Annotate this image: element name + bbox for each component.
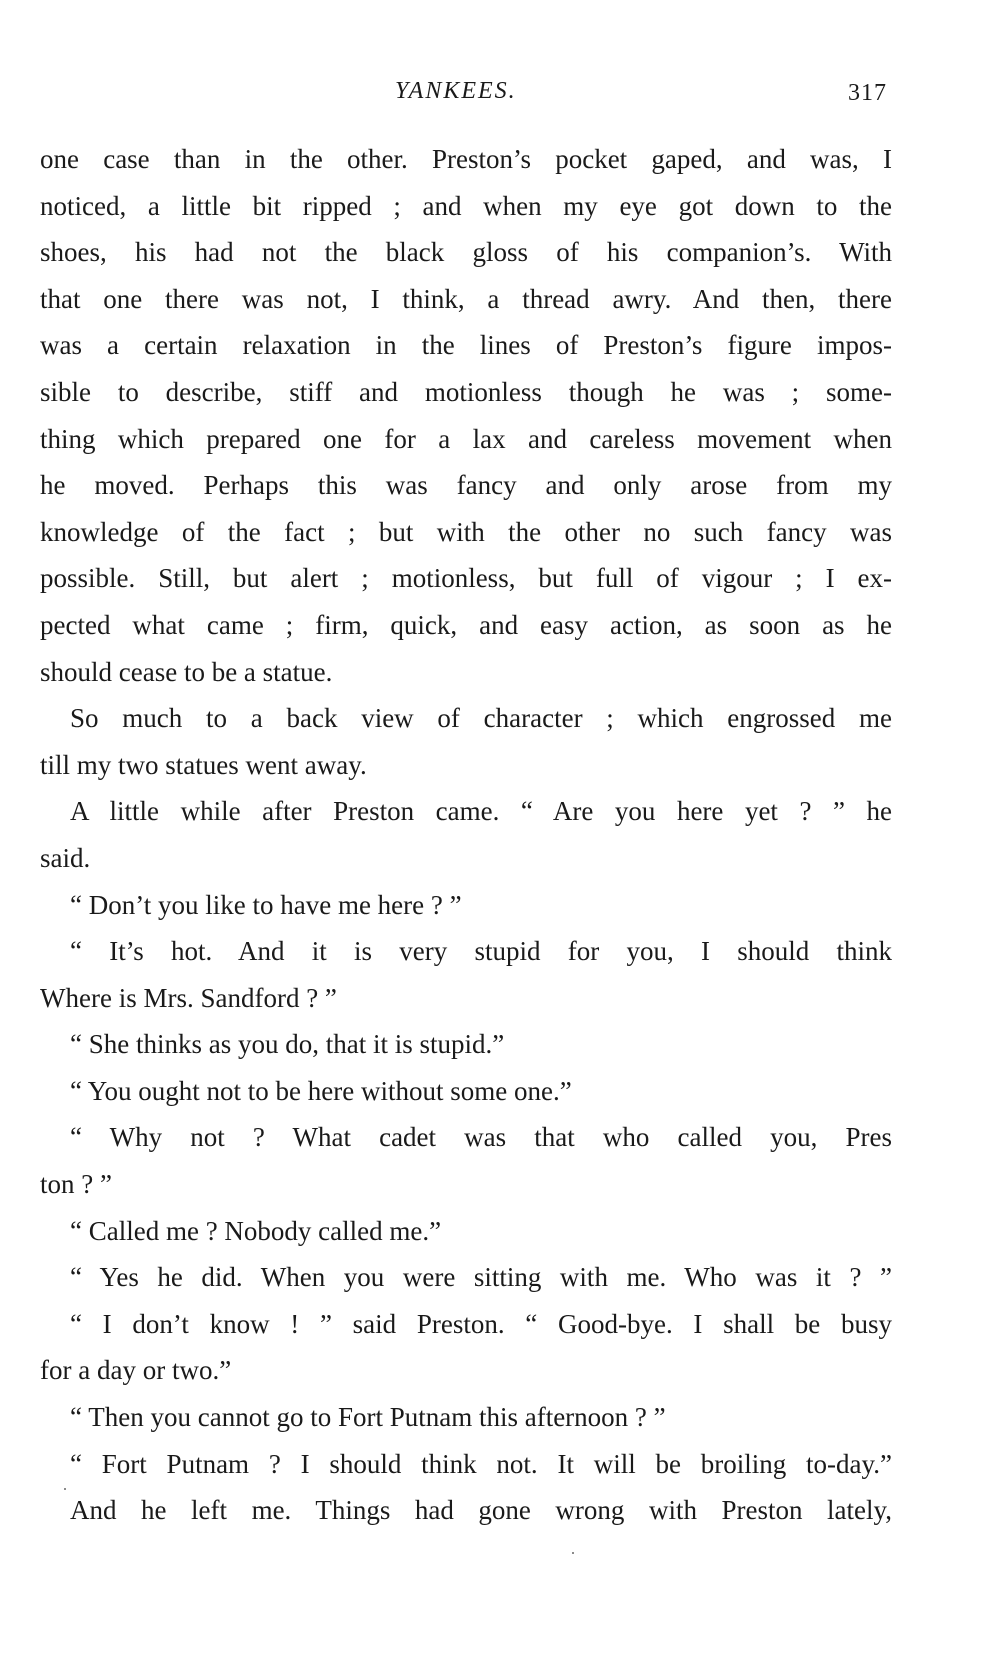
body-text: [40, 136, 892, 1534]
text-line: “ Fort Putnam ? I should think not. It will be broiling to-day.”: [70, 1448, 892, 1479]
text-line: And he left me. Things had gone wrong with Preston lately,: [70, 1495, 892, 1526]
text-line: “ It’s hot. And it is very stupid for you, I should think: [70, 936, 892, 967]
text-line: “ Don’t you like to have me here ? ”: [70, 889, 462, 920]
text-line: was a certain relaxation in the lines of Preston’s figure impos-: [40, 330, 892, 361]
text-line: “ You ought not to be here without some one.”: [70, 1075, 572, 1106]
page-number: 317: [848, 80, 887, 106]
text-line: noticed, a little bit ripped ; and when my eye got down to the: [40, 190, 892, 221]
text-line: knowledge of the fact ; but with the other no such fancy was: [40, 516, 892, 547]
scan-speck: [64, 1488, 66, 1490]
text-line: should cease to be a statue.: [40, 656, 333, 687]
text-line: sible to describe, stiff and motionless though he was ; some-: [40, 376, 892, 407]
text-line: “ Yes he did. When you were sitting with me. Who was it ? ”: [70, 1262, 892, 1293]
running-title: YANKEES.: [395, 78, 517, 104]
text-line: till my two statues went away.: [40, 749, 367, 780]
text-line: “ She thinks as you do, that it is stupid.”: [70, 1029, 505, 1060]
text-line: “ I don’t know ! ” said Preston. “ Good-bye. I shall be busy: [70, 1308, 892, 1339]
text-line: “ Then you cannot go to Fort Putnam this afternoon ? ”: [70, 1402, 666, 1433]
running-head: [0, 78, 1000, 118]
text-line: thing which prepared one for a lax and careless movement when: [40, 423, 892, 454]
text-line: shoes, his had not the black gloss of his companion’s. With: [40, 237, 892, 268]
text-line: he moved. Perhaps this was fancy and only arose from my: [40, 470, 892, 501]
text-line: one case than in the other. Preston’s pocket gaped, and was, I: [40, 144, 892, 174]
text-line: “ Called me ? Nobody called me.”: [70, 1215, 442, 1246]
text-line: “ Why not ? What cadet was that who called you, Pres: [70, 1122, 892, 1153]
text-line: ton ? ”: [40, 1169, 112, 1200]
scan-speck: [572, 1552, 574, 1554]
text-line: So much to a back view of character ; which engrossed me: [70, 703, 892, 734]
text-line: for a day or two.”: [40, 1355, 232, 1386]
text-line: A little while after Preston came. “ Are you here yet ? ” he: [70, 796, 892, 827]
text-line: that one there was not, I think, a thread awry. And then, there: [40, 283, 892, 314]
text-line: Where is Mrs. Sandford ? ”: [40, 982, 337, 1013]
text-line: possible. Still, but alert ; motionless, but full of vigour ; I ex-: [40, 563, 892, 594]
text-line: pected what came ; firm, quick, and easy action, as soon as he: [40, 609, 892, 640]
text-line: said.: [40, 842, 91, 873]
